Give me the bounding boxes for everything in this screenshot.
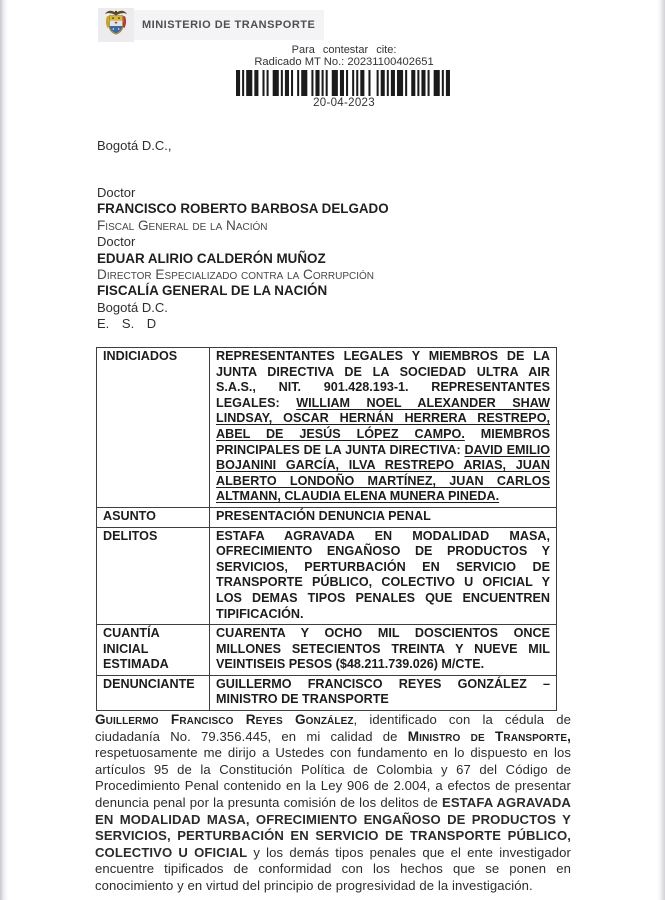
photo-right-edge — [657, 0, 665, 900]
radicado-date: 20-04-2023 — [313, 97, 375, 109]
table-row-cuantia — [97, 625, 557, 676]
row-label: DELITOS — [97, 527, 210, 625]
recipient-salutation: Doctor — [97, 234, 136, 250]
recipient-entity: FISCALÍA GENERAL DE LA NACIÓN — [97, 283, 328, 299]
row-value: PRESENTACIÓN DENUNCIA PENAL — [210, 507, 557, 527]
radicado-block — [228, 44, 460, 109]
table-row-asunto — [97, 507, 557, 527]
city-dateline: Bogotá D.C., — [97, 138, 172, 153]
recipient-title: Director Especializado contra la Corrupción — [97, 267, 374, 283]
recipient-name: EDUAR ALIRIO CALDERÓN MUÑOZ — [97, 250, 326, 266]
denuncia-opening-paragraph: Guillermo Francisco Reyes González, identificado con la cédula de ciudadanía No. 79.356.445, en mi calidad de Ministro de Transporte, respetuosamente me dirijo a Ustedes con fundamento en lo dispuesto en los artículos 95 de la Constitución Política de Colombia y 67 del Código de Procedimiento Penal contenido en la Ley 906 de 2.004, a efectos de presentar denuncia penal por la presunta comisión de los delitos de ESTAFA AGRAVADA EN MODALIDAD MASA, OFRECIMIENTO ENGAÑOSO DE PRODUCTOS Y SERVICIOS, PERTURBACIÓN EN SERVICIO DE TRANSPORTE PÚBLICO, COLECTIVO U OFICIAL y los demás tipos penales que el ente investigador encuentre tipificados de conformidad con los hechos que se ponen en conocimiento y en virtud del principio de progresividad de la investigación. — [95, 712, 572, 893]
table-row-indiciados — [97, 348, 557, 508]
row-label: ASUNTO — [97, 507, 210, 527]
colombia-coat-of-arms-icon — [101, 8, 131, 43]
row-label: CUANTÍA INICIAL ESTIMADA — [97, 625, 210, 676]
photo-left-edge — [0, 0, 8, 900]
table-row-denunciante — [97, 675, 557, 710]
table-row-delitos — [97, 527, 557, 625]
row-value: CUARENTA Y OCHO MIL DOSCIENTOS ONCE MILLONES SETECIENTOS TREINTA Y NUEVE MIL VEINTISEIS PESOS ($48.211.739.026) M/CTE. — [210, 625, 557, 676]
recipient-salutation: Doctor — [97, 185, 136, 200]
esd-line: E. S. D — [97, 316, 157, 332]
row-label: INDICIADOS — [97, 348, 210, 508]
ministry-banner — [134, 10, 324, 40]
ministry-logo-box — [98, 8, 134, 42]
row-value: GUILLERMO FRANCISCO REYES GONZÁLEZ – MINISTRO DE TRANSPORTE — [210, 675, 557, 710]
cite-instruction: Para contestar cite: — [291, 44, 397, 56]
recipient-title: Fiscal General de la Nación — [97, 217, 268, 233]
row-value: REPRESENTANTES LEGALES Y MIEMBROS DE LA JUNTA DIRECTIVA DE LA SOCIEDAD ULTRA AIR S.A.S., NIT. 901.428.193-1. REPRESENTANTES LEGALES: WILLIAM NOEL ALEXANDER SHAW LINDSAY, OSCAR HERNÁN HERRERA RESTREPO, ABEL DE JESÚS LÓPEZ CAMPO. MIEMBROS PRINCIPALES DE LA JUNTA DIRECTIVA: DAVID EMILIO BOJANINI GARCÍA, ILVA RESTREPO ARIAS, JUAN ALBERTO LONDOÑO MARTÍNEZ, JUAN CARLOS ALTMANN, CLAUDIA ELENA MUNERA PINEDA. — [210, 348, 557, 508]
recipient-city: Bogotá D.C. — [97, 299, 168, 315]
barcode — [236, 70, 452, 96]
recipient-block — [97, 185, 389, 333]
radicado-number: Radicado MT No.: 20231100402651 — [254, 56, 434, 68]
ministry-name: MINISTERIO DE TRANSPORTE — [142, 19, 316, 31]
recipient-name: FRANCISCO ROBERTO BARBOSA DELGADO — [97, 201, 389, 217]
row-label: DENUNCIANTE — [97, 675, 210, 710]
case-summary-table — [96, 347, 557, 711]
row-value: ESTAFA AGRAVADA EN MODALIDAD MASA, OFRECIMIENTO ENGAÑOSO DE PRODUCTOS Y SERVICIOS, PERTURBACIÓN EN SERVICIO DE TRANSPORTE PÚBLICO, COLECTIVO U OFICIAL Y LOS DEMAS TIPOS PENALES QUE ENCUENTREN TIPIFICACIÓN. — [210, 527, 557, 625]
